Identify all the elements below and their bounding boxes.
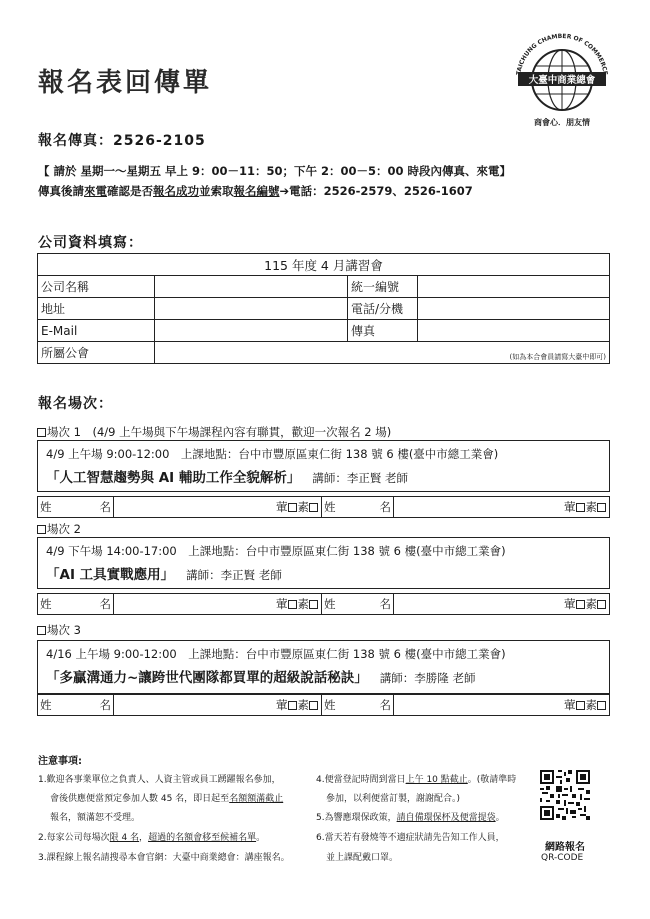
meat-checkbox[interactable] (576, 503, 585, 512)
meat-checkbox[interactable] (576, 600, 585, 609)
session-1-box (37, 440, 610, 492)
meat-checkbox[interactable] (576, 701, 585, 710)
fax-field[interactable] (418, 320, 610, 342)
session-2-name-field-1[interactable]: 葷 素 (114, 594, 322, 614)
veg-checkbox[interactable] (597, 600, 606, 609)
checkbox-icon (37, 428, 46, 437)
company-table (37, 253, 610, 364)
tax-id-field[interactable] (418, 276, 610, 298)
session-3-name-field-1[interactable]: 葷 素 (114, 695, 322, 715)
session-1-time-location: 4/9 上午場 9:00-12:00 上課地點：台中市豐原區東仁街 138 號 6 樓(臺中市總工業會) (46, 447, 499, 461)
session-2-checkbox[interactable]: 場次 2 (37, 521, 81, 537)
label-company-name: 公司名稱 (38, 276, 155, 298)
note-4a: 4.便當登記時間到當日上午 10 點截止。(敬請準時 (316, 775, 517, 785)
company-section-title: 公司資料填寫： (38, 235, 143, 251)
note-6a: 6.當天若有發燒等不適症狀請先告知工作人員， (316, 833, 505, 843)
session-3-checkbox[interactable]: 場次 3 (37, 622, 81, 638)
email-field[interactable] (155, 320, 348, 342)
note-1c: 報名，額滿恕不受理。 (50, 813, 141, 823)
note-1b: 會後供應便當預定參加人數 45 名，即日起至名額額滿截止 (50, 794, 284, 804)
label-phone: 電話/分機 (348, 298, 418, 320)
phone-field[interactable] (418, 298, 610, 320)
fax-number: 報名傳真：2526-2105 (38, 133, 206, 149)
veg-checkbox[interactable] (597, 503, 606, 512)
note-5: 5.為響應環保政策，請自備環保杯及便當提袋。 (316, 813, 505, 823)
chamber-logo (510, 28, 614, 132)
session-2-box (37, 537, 610, 589)
note-6b: 並上課配戴口罩。 (326, 853, 399, 863)
company-table-header: 115 年度 4 月講習會 (38, 254, 610, 276)
session-3-lecturer: 講師：李勝隆 老師 (379, 671, 476, 685)
label-fax: 傳真 (348, 320, 418, 342)
session-2-lecturer: 講師：李正賢 老師 (186, 568, 282, 582)
session-2-course: 「AI 工具實戰應用」 講師：李正賢 老師 (46, 567, 282, 583)
session-2-name-field-2[interactable]: 葷 素 (394, 594, 609, 614)
notes-title: 注意事項: (38, 756, 82, 767)
note-3: 3.課程線上報名請搜尋本會官網：大臺中商業總會：講座報名。 (38, 853, 290, 863)
session-3-course: 「多贏溝通力~讓跨世代團隊都買單的超級說話秘訣」 講師：李勝隆 老師 (46, 670, 476, 686)
checkbox-icon (37, 626, 46, 635)
session-1-course: 「人工智慧趨勢與 AI 輔助工作全貌解析」 講師：李正賢 老師 (46, 470, 409, 486)
veg-checkbox[interactable] (309, 701, 318, 710)
label-tax-id: 統一編號 (348, 276, 418, 298)
logo-ring-text: TAICHUNG CHAMBER OF COMMERCE (515, 32, 609, 76)
company-name-field[interactable] (155, 276, 348, 298)
meat-checkbox[interactable] (288, 503, 297, 512)
qr-code-text: QR-CODE (541, 853, 584, 863)
association-field[interactable] (155, 342, 610, 364)
session-1-checkbox[interactable]: 場次 1 (4/9 上午場與下午場課程內容有聯貫，歡迎一次報名 2 場) (37, 424, 391, 440)
session-1-name-field-2[interactable]: 葷 素 (394, 497, 609, 517)
association-note: (如為本合會員請寫大臺中即可) (509, 352, 606, 361)
logo-text: 大臺中商業總會 (528, 75, 596, 86)
veg-checkbox[interactable] (597, 701, 606, 710)
notice-confirm: 傳真後請來電確認是否報名成功並索取報名編號➔電話：2526-2579、2526-1607 (38, 184, 473, 198)
label-address: 地址 (38, 298, 155, 320)
session-3-name-field-2[interactable]: 葷 素 (394, 695, 609, 715)
veg-checkbox[interactable] (309, 503, 318, 512)
session-3-name-row: 姓 名 葷 素 姓 名 葷 素 (37, 694, 610, 716)
note-2: 2.每家公司每場次限 4 名，超過的名額會移至候補名單。 (38, 833, 266, 843)
label-association: 所屬公會 (38, 342, 155, 364)
session-2-name-row: 姓 名 葷 素 姓 名 葷 素 (37, 593, 610, 615)
checkbox-icon (37, 525, 46, 534)
session-1-lecturer: 講師：李正賢 老師 (312, 471, 409, 485)
meat-checkbox[interactable] (288, 701, 297, 710)
note-1a: 1.歡迎各事業單位之負責人、人資主管或員工踴躍報名參加， (38, 775, 281, 785)
meat-checkbox[interactable] (288, 600, 297, 609)
logo-motto: 商會心．朋友情 (534, 118, 590, 127)
session-1-name-field-1[interactable]: 葷 素 (114, 497, 322, 517)
session-2-time-location: 4/9 下午場 14:00-17:00 上課地點：台中市豐原區東仁街 138 號 6 樓(臺中市總工業會) (46, 544, 506, 558)
note-4b: 參加，以利便當訂製，謝謝配合。) (326, 794, 461, 804)
qr-label: 網路報名 (545, 842, 585, 853)
session-3-time-location: 4/16 上午場 9:00-12:00 上課地點：台中市豐原區東仁街 138 號 6 樓(臺中市總工業會) (46, 647, 506, 661)
page-title: 報名表回傳單 (38, 68, 213, 98)
sessions-section-title: 報名場次： (38, 396, 113, 412)
address-field[interactable] (155, 298, 348, 320)
veg-checkbox[interactable] (309, 600, 318, 609)
qr-code-icon[interactable] (540, 770, 590, 820)
notice-hours: 【 請於 星期一～星期五 早上 9：00－11：50；下午 2：00－5：00 時段內傳真、來電】 (38, 164, 512, 178)
session-1-name-row: 姓 名 葷 素 姓 名 葷 素 (37, 496, 610, 518)
session-3-box (37, 640, 610, 694)
label-email: E-Mail (38, 320, 155, 342)
